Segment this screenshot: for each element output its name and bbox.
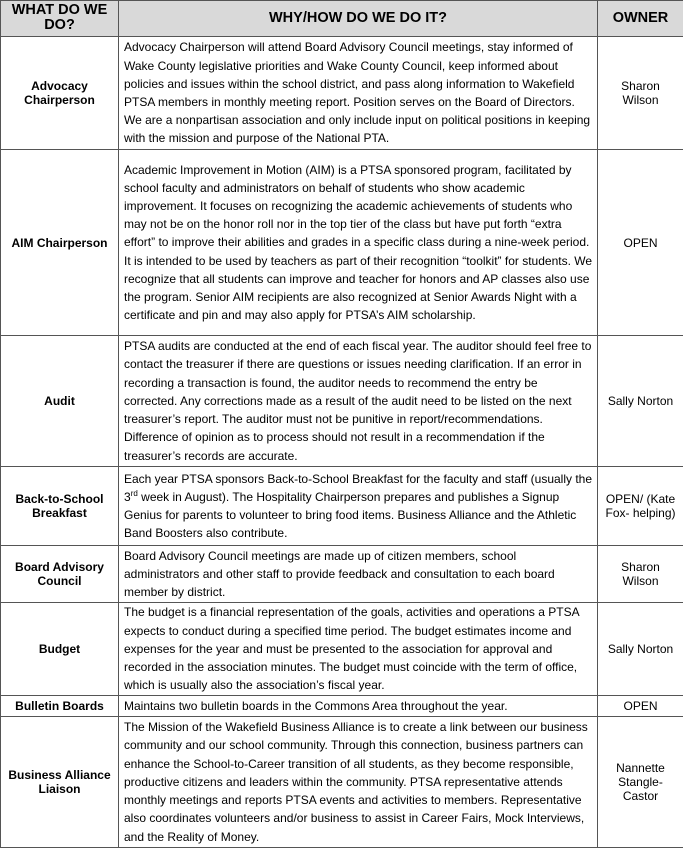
role-description: Maintains two bulletin boards in the Commons Area throughout the year. bbox=[119, 696, 598, 717]
role-name: Business Alliance Liaison bbox=[1, 717, 119, 848]
role-name: Back-to-School Breakfast bbox=[1, 467, 119, 546]
header-what: WHAT DO WE DO? bbox=[1, 1, 119, 37]
role-owner: Sally Norton bbox=[598, 336, 683, 467]
role-owner: Sharon Wilson bbox=[598, 37, 683, 150]
role-name: AIM Chairperson bbox=[1, 150, 119, 336]
table-row bbox=[1, 546, 683, 603]
table-row bbox=[1, 336, 683, 467]
description-text-continued: week in August). The Hospitality Chairperson prepares and publishes a Signup Genius for parents to volunteer to bring food items. Business Alliance and the Athletic Band Boosters also contribute. bbox=[124, 490, 576, 540]
role-owner: Sally Norton bbox=[598, 603, 683, 696]
role-name: Budget bbox=[1, 603, 119, 696]
role-owner: OPEN bbox=[598, 150, 683, 336]
table-row bbox=[1, 150, 683, 336]
role-owner: Nannette Stangle- Castor bbox=[598, 717, 683, 848]
role-name: Advocacy Chairperson bbox=[1, 37, 119, 150]
role-description bbox=[119, 467, 598, 546]
role-owner: OPEN/ (Kate Fox- helping) bbox=[598, 467, 683, 546]
table-row bbox=[1, 467, 683, 546]
role-name: Board Advisory Council bbox=[1, 546, 119, 603]
role-description: The budget is a financial representation of the goals, activities and operations a PTSA expects to conduct during a specified time period. The budget estimates income and expenses for the year and must be presented to the association for approval and recorded in the association minutes. The budget must coincide with the term of office, which is usually also the association’s fiscal year. bbox=[119, 603, 598, 696]
description-text: Each year PTSA sponsors Back-to-School Breakfast for the faculty and staff (usually the 3 bbox=[124, 472, 592, 504]
role-name: Audit bbox=[1, 336, 119, 467]
table-row bbox=[1, 603, 683, 696]
ordinal-suffix: rd bbox=[131, 489, 138, 498]
role-description: Academic Improvement in Motion (AIM) is a PTSA sponsored program, facilitated by school faculty and administrators on behalf of students who show academic improvement. It focuses on recognizing the academic achievements of students who may not be on the honor roll nor in the top tier of the class but have put forth “extra effort” to improve their abilities and grades in a specific class during a nine-week period. It is intended to be used by teachers as part of their recognition “toolkit” for students. We recognize that all students can improve and teacher for honors and AP classes also use the program. Senior AIM recipients are also recognized at Senior Awards Night with a certificate and pin and may also apply for PTSA’s AIM scholarship. bbox=[119, 150, 598, 336]
table-row bbox=[1, 717, 683, 848]
role-description: PTSA audits are conducted at the end of each fiscal year. The auditor should feel free to contact the treasurer if there are questions or issues needing clarification. If an error in recording a transaction is found, the auditor needs to recommend the entry be corrected. Any corrections made as a result of the audit need to be listed on the next treasurer’s report. The auditor must not be punitive in report/recommendations. Difference of opinion as to process should not result in a recommendation if the treasurer’s records are accurate. bbox=[119, 336, 598, 467]
header-why: WHY/HOW DO WE DO IT? bbox=[119, 1, 598, 37]
role-description: The Mission of the Wakefield Business Alliance is to create a link between our business community and our school community. Through this connection, business partners can enhance the School-to-Career transition of all students, as they become responsible, productive citizens and leaders within the community. PTSA representative attends monthly meetings and reports PTSA events and activities to members. Representative also coordinates volunteers and/or business to assist in Career Fairs, Mock Interviews, and the Reality of Money. bbox=[119, 717, 598, 848]
table-row bbox=[1, 696, 683, 717]
role-owner: OPEN bbox=[598, 696, 683, 717]
header-owner: OWNER bbox=[598, 1, 683, 37]
role-name: Bulletin Boards bbox=[1, 696, 119, 717]
table-row bbox=[1, 37, 683, 150]
role-owner: Sharon Wilson bbox=[598, 546, 683, 603]
header-row bbox=[1, 1, 683, 37]
role-description: Board Advisory Council meetings are made up of citizen members, school administrators and other staff to provide feedback and consultation to each board member by district. bbox=[119, 546, 598, 603]
role-description: Advocacy Chairperson will attend Board Advisory Council meetings, stay informed of Wake County legislative priorities and Wake County Council, keep informed about policies and issues within the school district, and pass along information to Wakefield PTSA members in monthly meeting report. Position serves on the Board of Directors. We are a nonpartisan association and only include input on political positions in keeping with the mission and purpose of the National PTA. bbox=[119, 37, 598, 150]
